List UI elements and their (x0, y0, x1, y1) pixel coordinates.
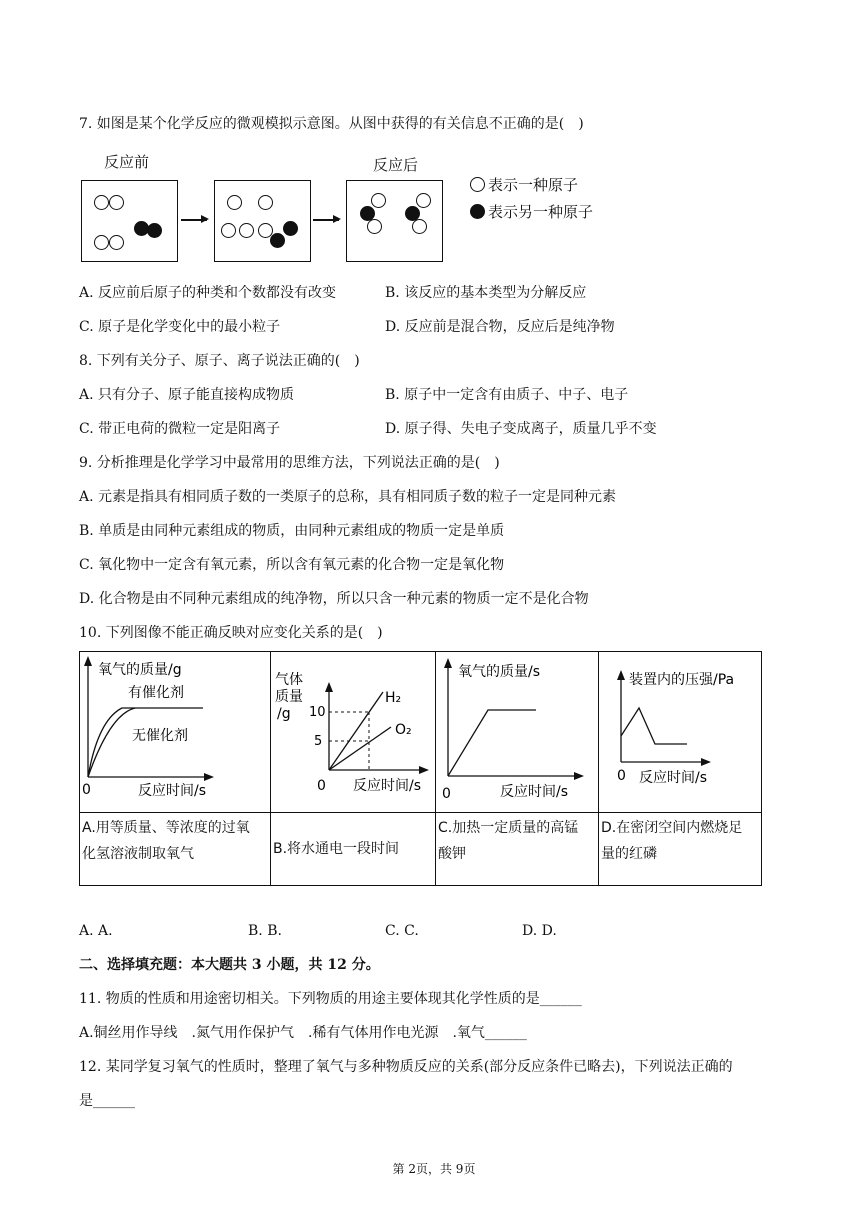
graph-b-h2-label: H₂ (385, 690, 402, 706)
black-atom (147, 223, 162, 238)
caption-b: B.将水通电一段时间 (271, 813, 436, 886)
black-atom (270, 233, 285, 248)
graph-b-cell (271, 652, 436, 813)
caption-a: A.用等质量、等浓度的过氧 化氢溶液制取氧气 (80, 813, 271, 886)
graph-d-xlabel: 反应时间/s (639, 770, 708, 786)
q8-option-a: A. 只有分子、原子能直接构成物质 (79, 387, 295, 403)
q8-option-b: B. 原子中一定含有由质子、中子、电子 (385, 387, 629, 403)
graph-a-origin: 0 (82, 782, 91, 798)
graph-d-origin: 0 (617, 768, 626, 784)
q8-option-c: C. 带正电荷的微粒一定是阳离子 (79, 421, 281, 437)
q10-option-b: B. B. (248, 923, 282, 939)
graph-b-tick-5: 5 (314, 734, 323, 749)
graph-b (271, 652, 435, 808)
graph-a-ylabel: 氧气的质量/g (98, 662, 182, 678)
white-atom (94, 195, 109, 210)
q9-stem: 9. 分析推理是化学学习中最常用的思维方法，下列说法正确的是( ) (79, 455, 500, 471)
graph-b-o2-label: O₂ (395, 722, 412, 738)
graph-b-xlabel: 反应时间/s (353, 778, 422, 794)
legend-black-label: 表示另一种原子 (488, 203, 594, 221)
q7-option-b: B. 该反应的基本类型为分解反应 (385, 285, 587, 301)
black-atom (283, 221, 298, 236)
graph-a-curve1: 有催化剂 (128, 685, 184, 701)
q10-table (79, 651, 762, 886)
white-atom (109, 235, 124, 250)
graph-b-ylabel-2: 质量 (275, 689, 303, 705)
graph-b-origin: 0 (317, 778, 326, 794)
white-atom (227, 195, 242, 210)
graph-b-ylabel-1: 气体 (275, 672, 303, 688)
graph-b-tick-10: 10 (309, 705, 326, 720)
q9-option-a: A. 元素是指具有相同质子数的一类原子的总称，具有相同质子数的粒子一定是同种元素 (79, 489, 617, 505)
q8-stem: 8. 下列有关分子、原子、离子说法正确的( ) (79, 353, 360, 369)
graph-a (80, 652, 270, 808)
white-atom (221, 223, 236, 238)
graph-a-curve2: 无催化剂 (132, 728, 188, 744)
white-atom (239, 223, 254, 238)
graph-b-ylabel-3: /g (277, 706, 291, 722)
q10-option-d: D. D. (522, 923, 557, 939)
q7-option-d: D. 反应前是混合物，反应后是纯净物 (385, 319, 615, 335)
label-after: 反应后 (373, 156, 419, 174)
q7-stem: 7. 如图是某个化学反应的微观模拟示意图。从图中获得的有关信息不正确的是( ) (79, 116, 584, 132)
white-atom (416, 193, 431, 208)
graph-c (436, 652, 598, 808)
q9-option-c: C. 氧化物中一定含有氧元素，所以含有氧元素的化合物一定是氧化物 (79, 557, 505, 573)
legend-white-atom (470, 177, 485, 192)
graph-d-cell (599, 652, 762, 813)
box-after (346, 180, 443, 262)
label-before: 反应前 (104, 153, 150, 171)
graph-c-xlabel: 反应时间/s (500, 784, 569, 800)
graph-a-cell (80, 652, 271, 813)
caption-d: D.在密闭空间内燃烧足 量的红磷 (599, 813, 762, 886)
graph-d (599, 652, 761, 808)
q8-option-d: D. 原子得、失电子变成离子，质量几乎不变 (385, 421, 657, 437)
q12-line-2: 是______ (79, 1093, 135, 1109)
graph-d-ylabel: 装置内的压强/Pa (629, 672, 735, 688)
box-middle (214, 180, 311, 262)
q9-option-d: D. 化合物是由不同种元素组成的纯净物，所以只含一种元素的物质一定不是化合物 (79, 591, 589, 607)
white-atom (258, 195, 273, 210)
section-2-heading: 二、选择填充题：本大题共 3 小题，共 12 分。 (79, 957, 380, 973)
arrow-1 (181, 219, 207, 221)
white-atom (412, 219, 427, 234)
white-atom (94, 235, 109, 250)
box-before (81, 180, 178, 262)
white-atom (367, 219, 382, 234)
legend-black-atom (470, 204, 485, 219)
caption-c: C.加热一定质量的高锰 酸钾 (436, 813, 599, 886)
white-atom (109, 195, 124, 210)
legend-white-label: 表示一种原子 (488, 176, 579, 194)
graph-c-cell (436, 652, 599, 813)
graph-c-ylabel: 氧气的质量/s (458, 664, 541, 680)
white-atom (371, 193, 386, 208)
graph-a-xlabel: 反应时间/s (138, 783, 207, 799)
q10-option-a: A. A. (79, 923, 113, 939)
arrow-2 (313, 219, 339, 221)
graph-c-origin: 0 (442, 786, 451, 802)
page-footer: 第 2页，共 9页 (392, 1162, 476, 1176)
q12-line-1: 12. 某同学复习氧气的性质时，整理了氧气与多种物质反应的关系(部分反应条件已略去)，下列说法正确的 (79, 1059, 733, 1075)
q11-choices: A.铜丝用作导线 .氮气用作保护气 .稀有气体用作电光源 .氧气______ (79, 1025, 527, 1041)
q9-option-b: B. 单质是由同种元素组成的物质，由同种元素组成的物质一定是单质 (79, 523, 505, 539)
q7-option-a: A. 反应前后原子的种类和个数都没有改变 (79, 285, 337, 301)
q10-stem: 10. 下列图像不能正确反映对应变化关系的是( ) (79, 625, 383, 641)
q11-stem: 11. 物质的性质和用途密切相关。下列物质的用途主要体现其化学性质的是______ (79, 991, 582, 1007)
q7-option-c: C. 原子是化学变化中的最小粒子 (79, 319, 281, 335)
q10-option-c: C. C. (385, 923, 419, 939)
